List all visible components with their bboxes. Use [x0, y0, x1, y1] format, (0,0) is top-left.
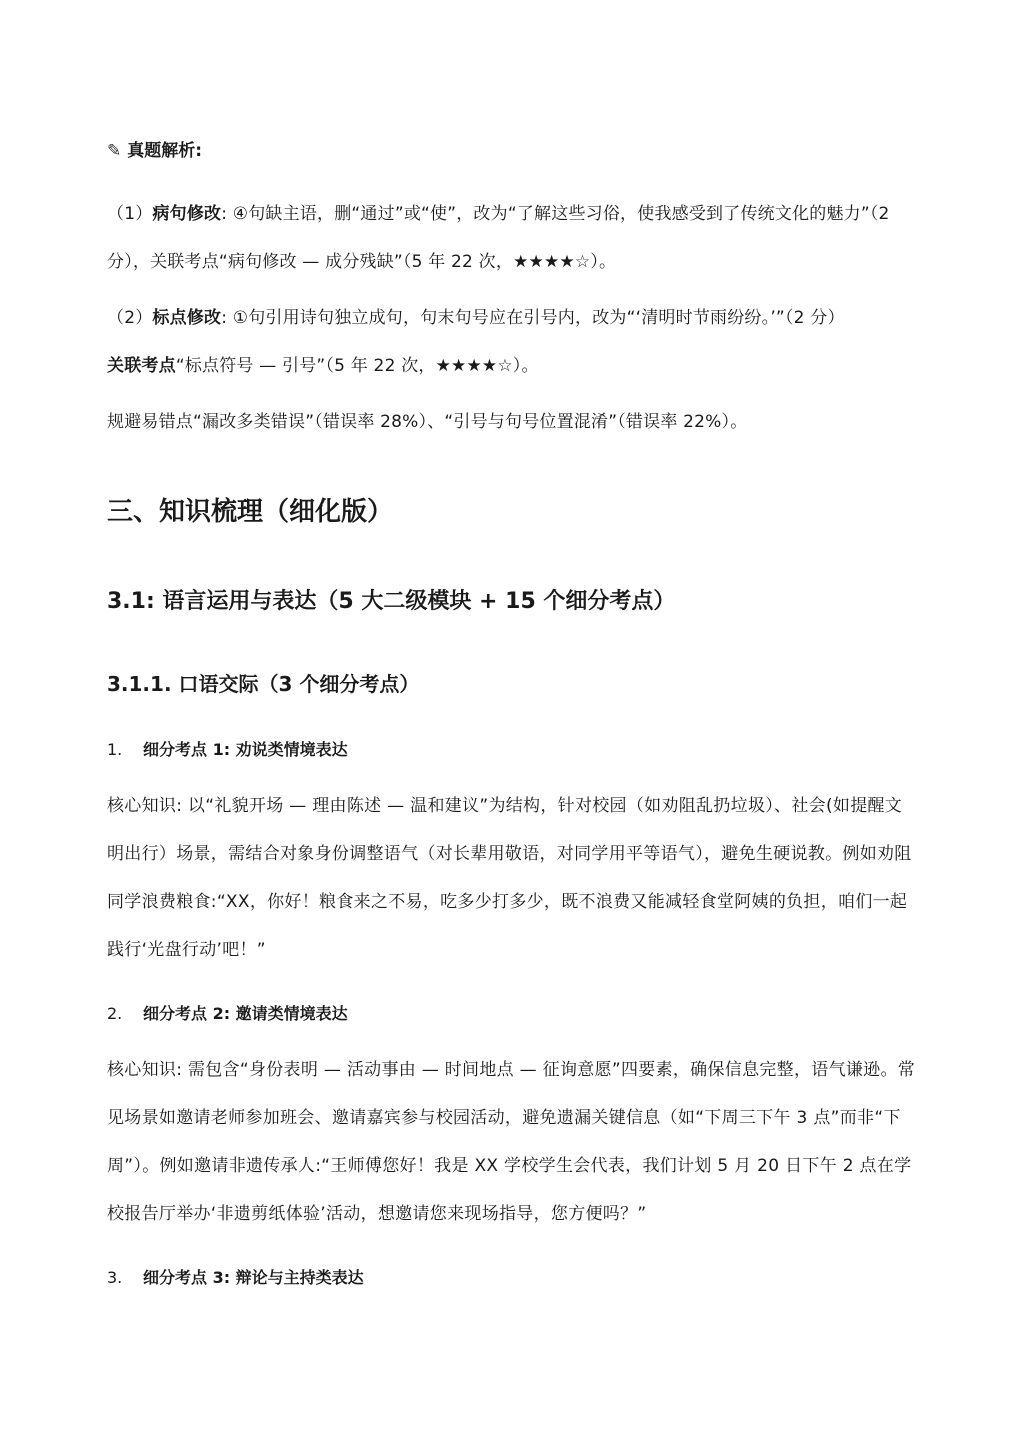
- list-item-body: 核心知识: 以“礼貌开场 — 理由陈述 — 温和建议”为结构，针对校园（如劝阻乱扔垃圾）、社会(如提醒文明出行）场景，需结合对象身份调整语气（对长辈用敬语，对同学用平等语气），避免生硬说教。例如劝阻同学浪费粮食:“XX，你好！粮食来之不易，吃多少打多少，既不浪费又能减轻食堂阿姨的负担，咱们一起践行‘光盘行动’吧！”: [107, 796, 912, 960]
- analysis-paragraph-3: 规避易错点“漏改多类错误”（错误率 28%）、“引号与句号位置混淆”（错误率 22%）。: [107, 412, 748, 432]
- section-heading: 三、知识梳理（细化版）: [107, 497, 394, 527]
- analysis-label-sentence-fix: 病句修改: [152, 204, 222, 224]
- analysis-title: 真题解析: [127, 141, 196, 161]
- analysis-label-related-point: 关联考点: [107, 356, 176, 376]
- pencil-icon: ✎: [107, 141, 122, 161]
- subsubsection-heading: 3.1.1. 口语交际（3 个细分考点）: [107, 672, 420, 696]
- list-item-body: 核心知识: 需包含“身份表明 — 活动事由 — 时间地点 — 征询意愿”四要素，确保信息完整，语气谦逊。常见场景如邀请老师参加班会、邀请嘉宾参与校园活动，避免遗漏关键信息（如“下周三下午 3 点”而非“下周”）。例如邀请非遗传承人:“王师傅您好！我是 XX 学校学生会代表，我们计划 5 月 20 日下午 2 点在学校报告厅举办‘非遗剪纸体验’活动，想邀请您来现场指导，您方便吗？”: [107, 1060, 916, 1224]
- subsection-heading: 3.1: 语言运用与表达（5 大二级模块 + 15 个细分考点）: [107, 589, 676, 614]
- document-page: [107, 136, 919, 1310]
- analysis-label-punctuation-fix: 标点修改: [152, 308, 222, 328]
- list-item-title: 1. 细分考点 1: 劝说类情境表达: [107, 740, 348, 759]
- analysis-heading: ✎ 真题解析:: [107, 141, 203, 161]
- list-item-title: 3. 细分考点 3: 辩论与主持类表达: [107, 1268, 364, 1287]
- analysis-paragraph-1: （1）病句修改: ④句缺主语，删“通过”或“使”，改为“了解这些习俗，使我感受到了传统文化的魅力”（2 分），关联考点“病句修改 — 成分残缺”（5 年 22 次，★★★★☆）。: [107, 204, 890, 272]
- list-item-title: 2. 细分考点 2: 邀请类情境表达: [107, 1004, 348, 1023]
- analysis-paragraph-2: （2）标点修改: ①句引用诗句独立成句，句末句号应在引号内，改为“‘清明时节雨纷纷。’”（2 分） 关联考点“标点符号 — 引号”（5 年 22 次，★★★★☆）。: [107, 308, 845, 376]
